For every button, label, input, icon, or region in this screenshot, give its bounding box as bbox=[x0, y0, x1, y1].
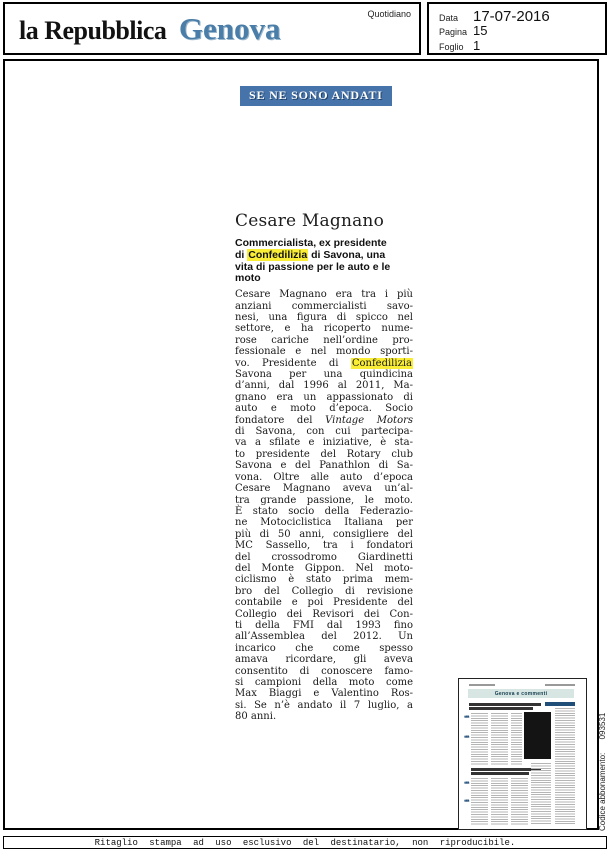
text-line: ti della FMI dal 1993 fino bbox=[235, 619, 413, 631]
text-line: Collegio dei Revisori dei Con- bbox=[235, 608, 413, 620]
text-line: gnano era un appassionato di bbox=[235, 391, 413, 403]
text-line: si campioni della moto come bbox=[235, 677, 413, 688]
text-line: d’anni, dal 1996 al 2011, Ma- bbox=[235, 380, 413, 392]
footer-strip bbox=[3, 836, 607, 849]
greeked-text-column bbox=[531, 763, 551, 825]
text-line: all’Assemblea del 2012. Un bbox=[235, 631, 413, 643]
masthead bbox=[19, 11, 280, 47]
text-line: del Monte Gippon. Nel moto- bbox=[235, 562, 413, 574]
text-line: 80 anni. bbox=[235, 711, 277, 723]
greeked-text-column bbox=[511, 713, 522, 765]
masthead-la-repubblica: la Repubblica bbox=[19, 16, 167, 45]
greeked-text-column bbox=[511, 778, 528, 825]
thumb-photo-block bbox=[524, 712, 551, 759]
meta-row-data bbox=[439, 8, 605, 23]
text-line: amava ricordare, gli aveva bbox=[235, 654, 413, 666]
article-body bbox=[235, 289, 413, 722]
text-line: più di 50 anni, consigliere del bbox=[235, 528, 413, 540]
quote-icon: ❝❝ bbox=[464, 800, 469, 806]
data-value: 17-07-2016 bbox=[473, 8, 550, 25]
thumb-header-rule bbox=[545, 684, 575, 686]
greeked-text-column bbox=[471, 713, 488, 765]
quote-icon: ❝❝ bbox=[464, 716, 469, 722]
text-line: ne Motociclistica Italiana per bbox=[235, 517, 413, 529]
text-line: auto e moto d’epoca. Socio bbox=[235, 403, 413, 415]
data-label: Data bbox=[439, 13, 459, 23]
text-line: incarico che come spesso bbox=[235, 642, 413, 654]
section-badge: SE NE SONO ANDATI bbox=[240, 86, 392, 106]
greeked-text-column bbox=[555, 708, 575, 825]
text-line: vo. Presidente di Confedilizia bbox=[235, 357, 412, 369]
text-line: Cesare Magnano era tra i più bbox=[235, 289, 413, 301]
article bbox=[235, 211, 413, 723]
text-line: ciclismo è stato prima mem- bbox=[235, 574, 413, 586]
greeked-text-column bbox=[491, 713, 508, 765]
text-line: di Savona, con cui partecipa- bbox=[235, 426, 413, 438]
text-line: nesi, una figura di spicco nel bbox=[235, 312, 413, 323]
foglio-value: 1 bbox=[473, 38, 481, 53]
text-line: bro del Collegio di revisione bbox=[235, 585, 413, 597]
text-line: vita di passione per le auto e le bbox=[235, 260, 391, 273]
text-line: consentito di conoscere famo- bbox=[235, 665, 413, 677]
text-line: va a sfilate e iniziative, è sta- bbox=[235, 437, 413, 449]
text-line: Cesare Magnano aveva un’al- bbox=[235, 483, 413, 495]
text-line: tra grande passione, le moto. bbox=[235, 494, 413, 506]
article-scan-box bbox=[3, 59, 599, 830]
text-line: contabile e poi Presidente del bbox=[235, 597, 413, 609]
text-line: del crossodromo Giardinetti bbox=[235, 551, 413, 563]
meta-row-pagina bbox=[439, 23, 605, 38]
periodicity-label: Quotidiano bbox=[367, 9, 411, 19]
text-line: fondatore del Vintage Motors bbox=[235, 414, 414, 426]
text-line: moto bbox=[235, 272, 261, 285]
thumb-headline-greeked bbox=[469, 707, 533, 710]
footer-disclaimer: Ritaglio stampa ad uso esclusivo del destinatario, non riproducibile. bbox=[94, 837, 516, 848]
text-line: fessionale e nel mondo sporti- bbox=[235, 346, 413, 358]
meta-row-foglio bbox=[439, 38, 605, 53]
masthead-box bbox=[3, 2, 421, 55]
text-line: Max Biaggi e Valentino Ros- bbox=[235, 688, 413, 700]
thumb-column-header-bar bbox=[545, 702, 575, 706]
text-line: MC Sassello, tra i fondatori bbox=[235, 540, 413, 552]
text-line: to presidente del Rotary club bbox=[235, 448, 413, 460]
text-line: settore, e ha ricoperto nume- bbox=[235, 323, 413, 335]
pagina-label: Pagina bbox=[439, 27, 468, 37]
masthead-genova: Genova bbox=[178, 11, 281, 46]
text-line: di Confedilizia di Savona, una bbox=[235, 248, 386, 261]
text-line: È stato socio della Federazio- bbox=[235, 505, 413, 517]
article-standfirst bbox=[235, 238, 413, 285]
pagina-value: 15 bbox=[473, 23, 488, 38]
clipping-meta-box bbox=[427, 2, 607, 55]
article-title: Cesare Magnano bbox=[235, 211, 385, 231]
thumb-section-band bbox=[468, 689, 574, 698]
greeked-text-column bbox=[491, 778, 508, 825]
subscription-code-vertical: Codice abbonamento: 093531 bbox=[598, 712, 607, 831]
thumb-section-title: Genova e commenti bbox=[494, 690, 548, 697]
thumb-headline-greeked bbox=[471, 772, 529, 775]
text-line: anziani commercialisti savo- bbox=[235, 300, 413, 312]
foglio-label: Foglio bbox=[439, 42, 464, 52]
thumb-header-rule bbox=[469, 684, 495, 686]
text-line: Commercialista, ex presidente bbox=[235, 237, 387, 249]
text-line: vona. Oltre alle auto d’epoca bbox=[235, 471, 413, 483]
text-line: rose cariche nell’ordine pro- bbox=[235, 334, 413, 346]
quote-icon: ❝❝ bbox=[464, 736, 469, 742]
text-line: Savona e del Panathlon di Sa- bbox=[235, 460, 413, 472]
thumb-headline-greeked bbox=[469, 703, 541, 706]
text-line: Savona per una quindicina bbox=[235, 369, 413, 381]
greeked-text-column bbox=[471, 778, 488, 825]
quote-icon: ❝❝ bbox=[464, 782, 469, 788]
page-thumbnail bbox=[458, 678, 587, 830]
text-line: si. Se n’è andato il 7 luglio, a bbox=[235, 699, 413, 711]
